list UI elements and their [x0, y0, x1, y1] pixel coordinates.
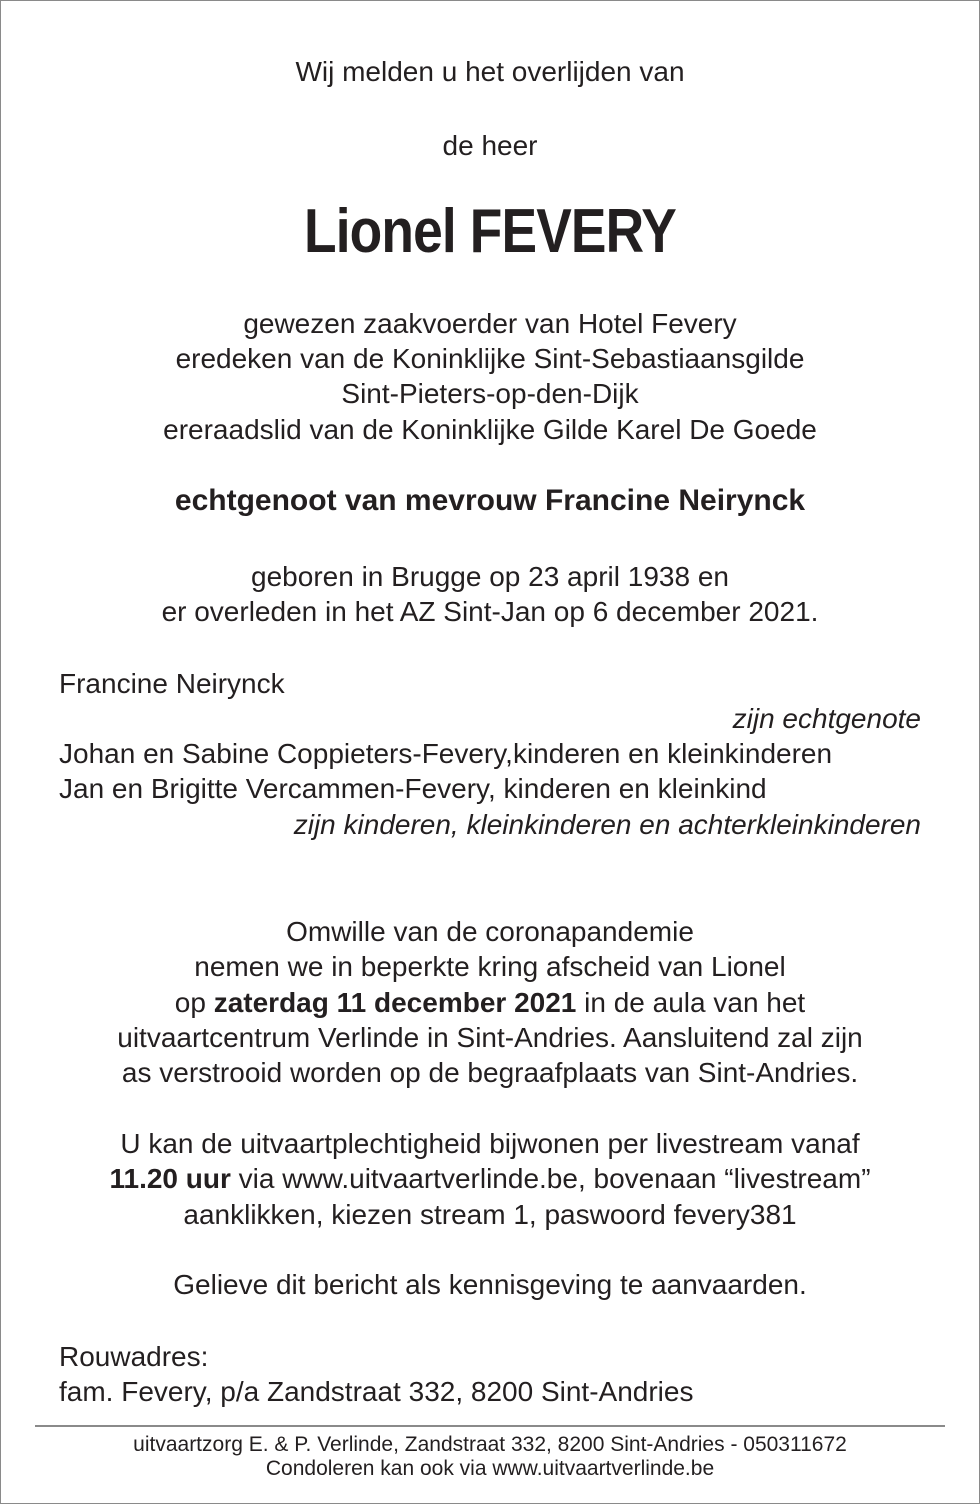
- intro-text: Wij melden u het overlijden van: [295, 56, 685, 87]
- spouse-name: Francine Neirynck: [59, 668, 285, 699]
- role-line-1: gewezen zaakvoerder van Hotel Fevery: [243, 308, 737, 339]
- ceremony-line-5: as verstrooid worden op de begraafplaats van Sint-Andries.: [121, 1057, 859, 1088]
- role-line-4: ereraadslid van de Koninklijke Gilde Karel De Goede: [163, 414, 817, 445]
- spouse-line: echtgenoot van mevrouw Francine Neirynck: [174, 484, 806, 517]
- address-value: fam. Fevery, p/a Zandstraat 332, 8200 Sint-Andries: [59, 1376, 694, 1407]
- ceremony-line-3: [0, 985, 980, 1020]
- address-label: Rouwadres:: [59, 1341, 209, 1372]
- livestream-line-3: aanklikken, kiezen stream 1, paswoord fevery381: [183, 1199, 797, 1230]
- birth-line: geboren in Brugge op 23 april 1938 en: [251, 561, 729, 592]
- spouse-role: zijn echtgenote: [732, 703, 921, 734]
- livestream-time: 11.20 uur: [109, 1163, 231, 1194]
- deceased-name: Lionel FEVERY: [303, 197, 676, 266]
- ceremony-line-4: uitvaartcentrum Verlinde in Sint-Andries. Aansluitend zal zijn: [117, 1022, 863, 1053]
- ceremony-line-1: Omwille van de coronapandemie: [286, 916, 694, 947]
- footer-divider: [35, 1425, 945, 1427]
- role-line-3: Sint-Pieters-op-den-Dijk: [341, 378, 639, 409]
- livestream-rest: via www.uitvaartverlinde.be, bovenaan “livestream”: [230, 1163, 871, 1194]
- ceremony-suffix: in de aula van het: [576, 987, 806, 1018]
- children-role: zijn kinderen, kleinkinderen en achterkleinkinderen: [293, 809, 921, 840]
- honorific: de heer: [442, 130, 538, 161]
- footer-line-1: uitvaartzorg E. & P. Verlinde, Zandstraat 332, 8200 Sint-Andries - 050311672: [133, 1433, 847, 1456]
- ceremony-line-2: nemen we in beperkte kring afscheid van Lionel: [194, 951, 786, 982]
- family-line-2: Jan en Brigitte Vercammen-Fevery, kinderen en kleinkind: [59, 773, 767, 804]
- death-line: er overleden in het AZ Sint-Jan op 6 december 2021.: [161, 596, 819, 627]
- livestream-line-2: [0, 1161, 980, 1196]
- role-line-2: eredeken van de Koninklijke Sint-Sebastiaansgilde: [175, 343, 805, 374]
- livestream-line-1: U kan de uitvaartplechtigheid bijwonen per livestream vanaf: [120, 1128, 860, 1159]
- notice-text: Gelieve dit bericht als kennisgeving te aanvaarden.: [173, 1269, 807, 1300]
- ceremony-date: zaterdag 11 december 2021: [213, 987, 577, 1018]
- ceremony-prefix: op: [174, 987, 214, 1018]
- footer-line-2: Condoleren kan ook via www.uitvaartverlinde.be: [265, 1457, 715, 1480]
- family-line-1: Johan en Sabine Coppieters-Fevery,kinderen en kleinkinderen: [59, 738, 833, 769]
